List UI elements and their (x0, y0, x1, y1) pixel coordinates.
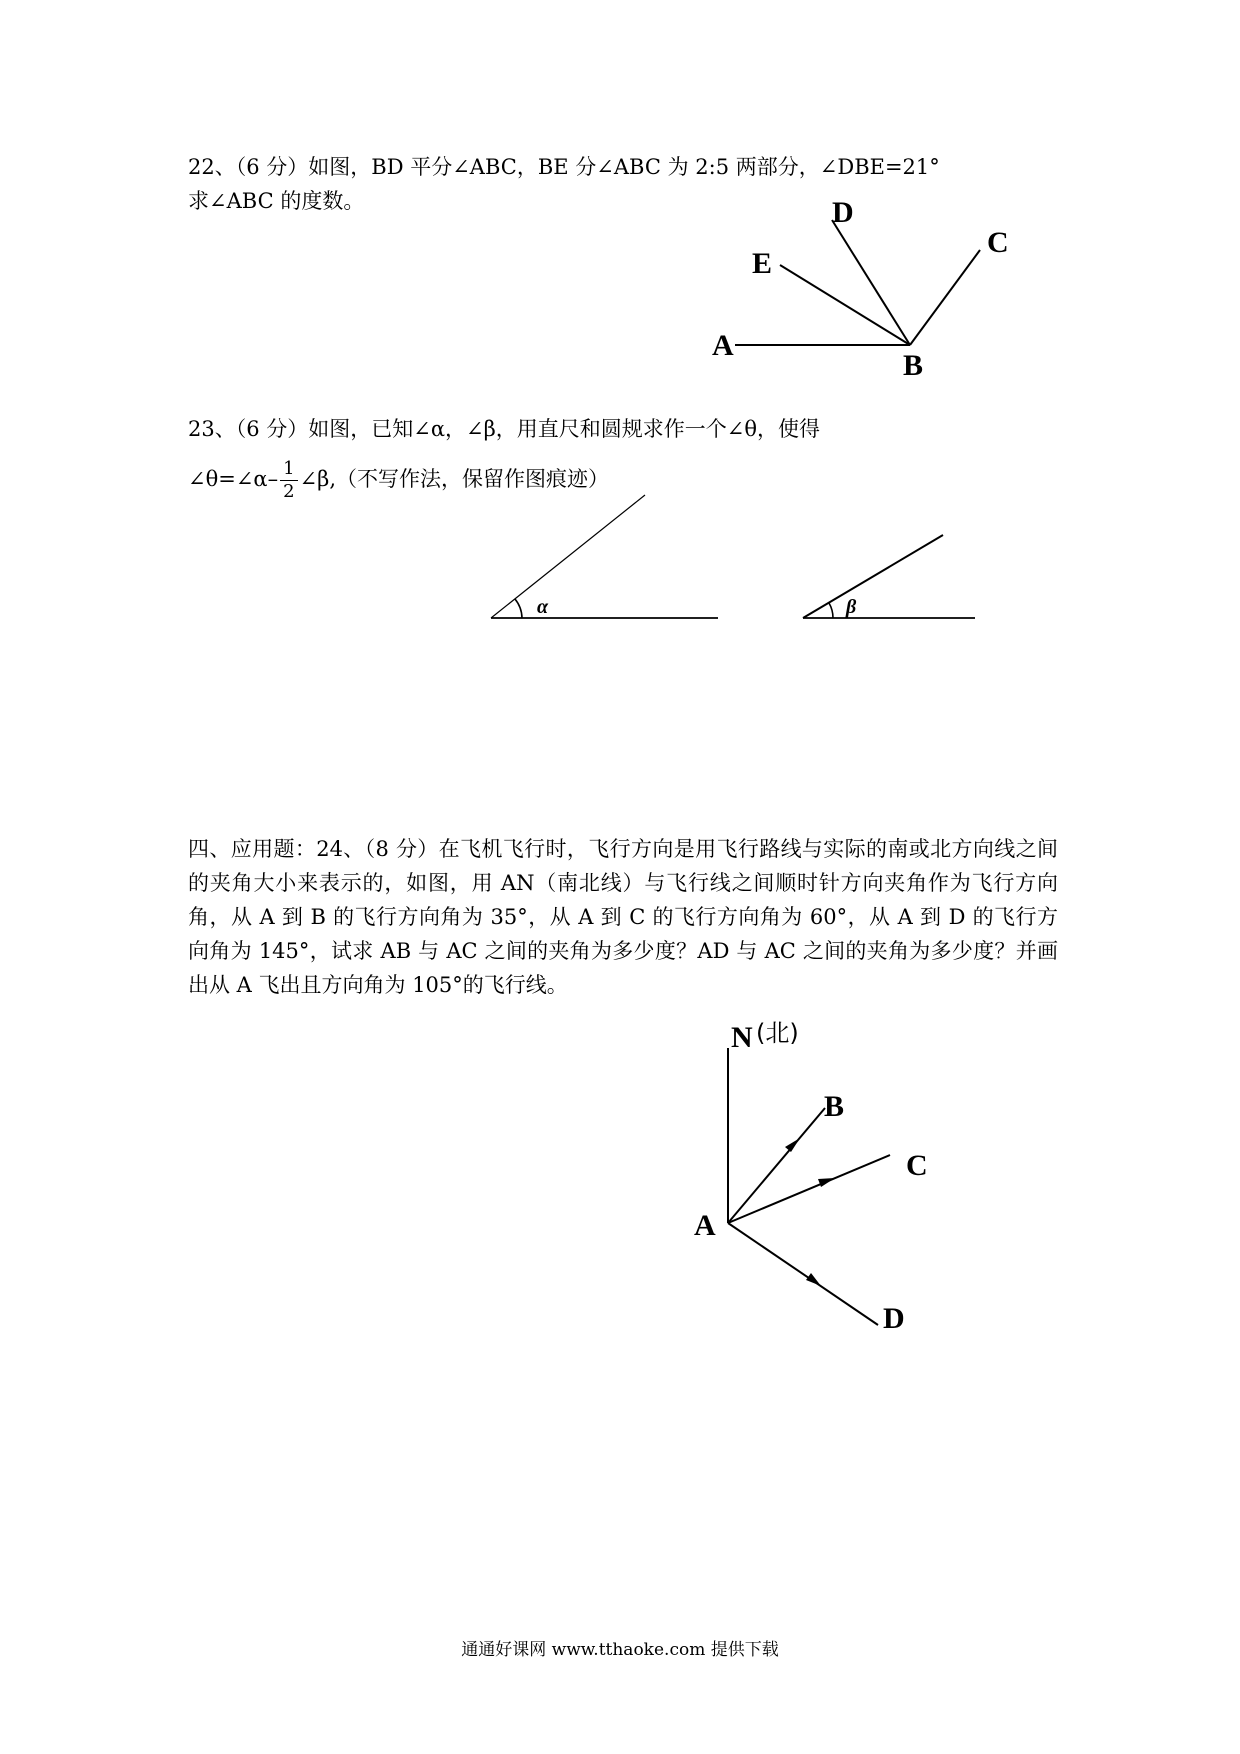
label-e: E (752, 247, 773, 280)
label-b24: B (824, 1090, 845, 1123)
direction-arrows (785, 1138, 835, 1286)
label-d24: D (883, 1302, 905, 1335)
beta-arc (829, 603, 833, 618)
label-a24: A (694, 1209, 716, 1242)
ray-bc (910, 250, 980, 345)
arrow-ad (806, 1273, 821, 1286)
label-b: B (903, 349, 924, 382)
flight-line-ad (728, 1223, 878, 1325)
arrow-ab (785, 1138, 800, 1152)
label-a: A (712, 329, 734, 362)
alpha-upper-ray (491, 495, 645, 618)
q22-line2: 求∠ABC 的度数。 (188, 189, 365, 213)
flight-line-ab (728, 1108, 825, 1223)
beta-upper-ray (803, 535, 943, 618)
fraction-one-half (280, 458, 297, 503)
label-n: N (731, 1021, 753, 1054)
question-23-formula (188, 458, 1058, 503)
label-d: D (832, 196, 854, 229)
q23-formula-pre: ∠θ=∠α– (188, 467, 279, 491)
q23-formula-post: ∠β,（不写作法，保留作图痕迹） (299, 467, 609, 491)
figure-24 (728, 1048, 890, 1325)
q23-line1: 23、（6 分）如图，已知∠α，∠β，用直尺和圆规求作一个∠θ，使得 (188, 417, 821, 441)
ray-be (780, 265, 910, 345)
beta-label: β (846, 596, 857, 618)
question-23-text (188, 412, 1058, 446)
alpha-arc (515, 599, 522, 618)
figure-22 (735, 220, 980, 345)
figure-23-beta (803, 535, 975, 618)
alpha-label: α (537, 596, 549, 618)
flight-line-ac (728, 1155, 890, 1223)
label-north: (北) (756, 1019, 799, 1047)
fraction-numerator: 1 (280, 458, 297, 481)
q22-line1: 22、（6 分）如图，BD 平分∠ABC，BE 分∠ABC 为 2:5 两部分，∠DBE=21° (188, 155, 940, 179)
arrow-ac (818, 1178, 835, 1187)
fraction-denominator: 2 (283, 481, 295, 502)
label-c24: C (906, 1149, 928, 1182)
ray-bd (832, 220, 910, 345)
question-24-text: 四、应用题：24、（8 分）在飞机飞行时，飞行方向是用飞行路线与实际的南或北方向线之间的夹角大小来表示的，如图，用 AN（南北线）与飞行线之间顺时针方向夹角作为飞行方向角，从 A 到 B 的飞行方向角为 35°，从 A 到 C 的飞行方向角为 60°，从 A 到 D 的飞行方向角为 145°，试求 AB 与 AC 之间的夹角为多少度？AD 与 AC 之间的夹角为多少度？并画出从 A 飞出且方向角为 105°的飞行线。 (188, 837, 1058, 997)
figure-23-alpha (491, 495, 718, 618)
page-footer: 通通好课网 www.tthaoke.com 提供下载 (461, 1640, 779, 1660)
label-c: C (987, 226, 1009, 259)
